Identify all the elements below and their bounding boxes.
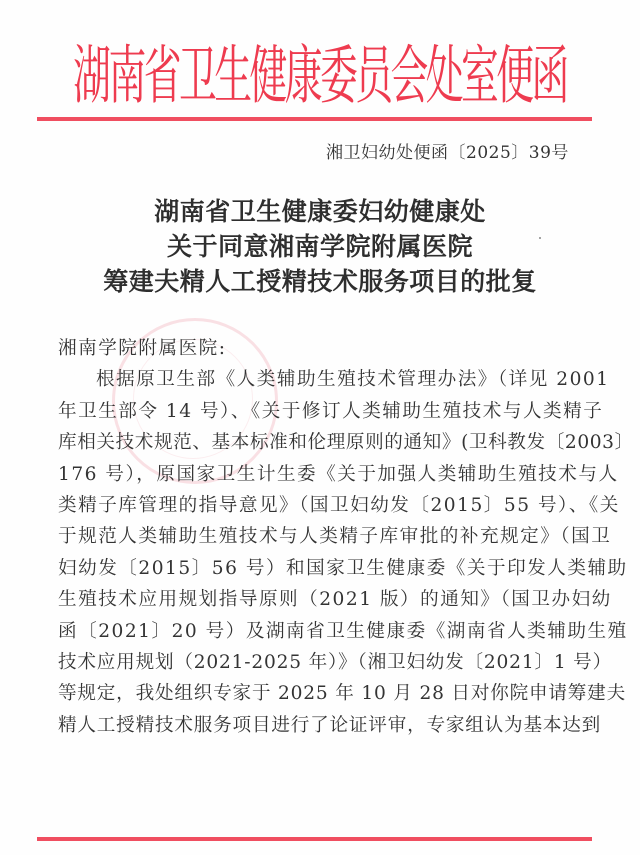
body-line: 于规范人类辅助生殖技术与人类精子库审批的补充规定》（国卫 (58, 526, 612, 548)
footer-red-rule (37, 837, 592, 841)
body-line: 精人工授精技术服务项目进行了论证评审，专家组认为基本达到 (58, 714, 602, 736)
title-line-1: 湖南省卫生健康委妇幼健康处 (154, 197, 486, 226)
title-line-3: 筹建夫精人工授精技术服务项目的批复 (103, 267, 537, 296)
document-number: 湘卫妇幼处便函〔2025〕39号 (326, 143, 569, 163)
document-body (58, 333, 634, 741)
masthead-red-rule (37, 117, 592, 121)
body-line: 技术应用规划（2021-2025 年）》（湘卫妇幼发〔2021〕1 号） (58, 652, 612, 674)
body-line: 妇幼发〔2015〕56 号）和国家卫生健康委《关于印发人类辅助 (58, 557, 628, 579)
body-line: 库相关技术规范、基本标准和伦理原则的通知》(卫科教发〔2003〕 (58, 432, 634, 454)
body-line: 年卫生部令 14 号）、《关于修订人类辅助生殖技术与人类精子 (58, 400, 604, 422)
body-line: 等规定，我处组织专家于 2025 年 10 月 28 日对你院申请筹建夫 (58, 683, 626, 705)
body-line: 类精子库管理的指导意见》（国卫妇幼发〔2015〕55 号）、《关 (58, 495, 620, 517)
body-line: 函〔2021〕20 号）及湖南省卫生健康委《湖南省人类辅助生殖 (58, 620, 628, 642)
addressee: 湘南学院附属医院: (58, 338, 227, 359)
masthead-title: 湖南省卫生健康委员会处室便函 (73, 39, 567, 114)
document-title (0, 194, 640, 299)
body-line: 根据原卫生部《人类辅助生殖技术管理办法》（详见 2001 (96, 369, 610, 391)
title-line-2: 关于同意湘南学院附属医院 (166, 232, 473, 261)
body-line: 176 号），原国家卫生计生委《关于加强人类辅助生殖技术与人 (58, 463, 619, 485)
body-line: 生殖技术应用规划指导原则（2021 版）的通知》（国卫办妇幼 (58, 589, 612, 611)
